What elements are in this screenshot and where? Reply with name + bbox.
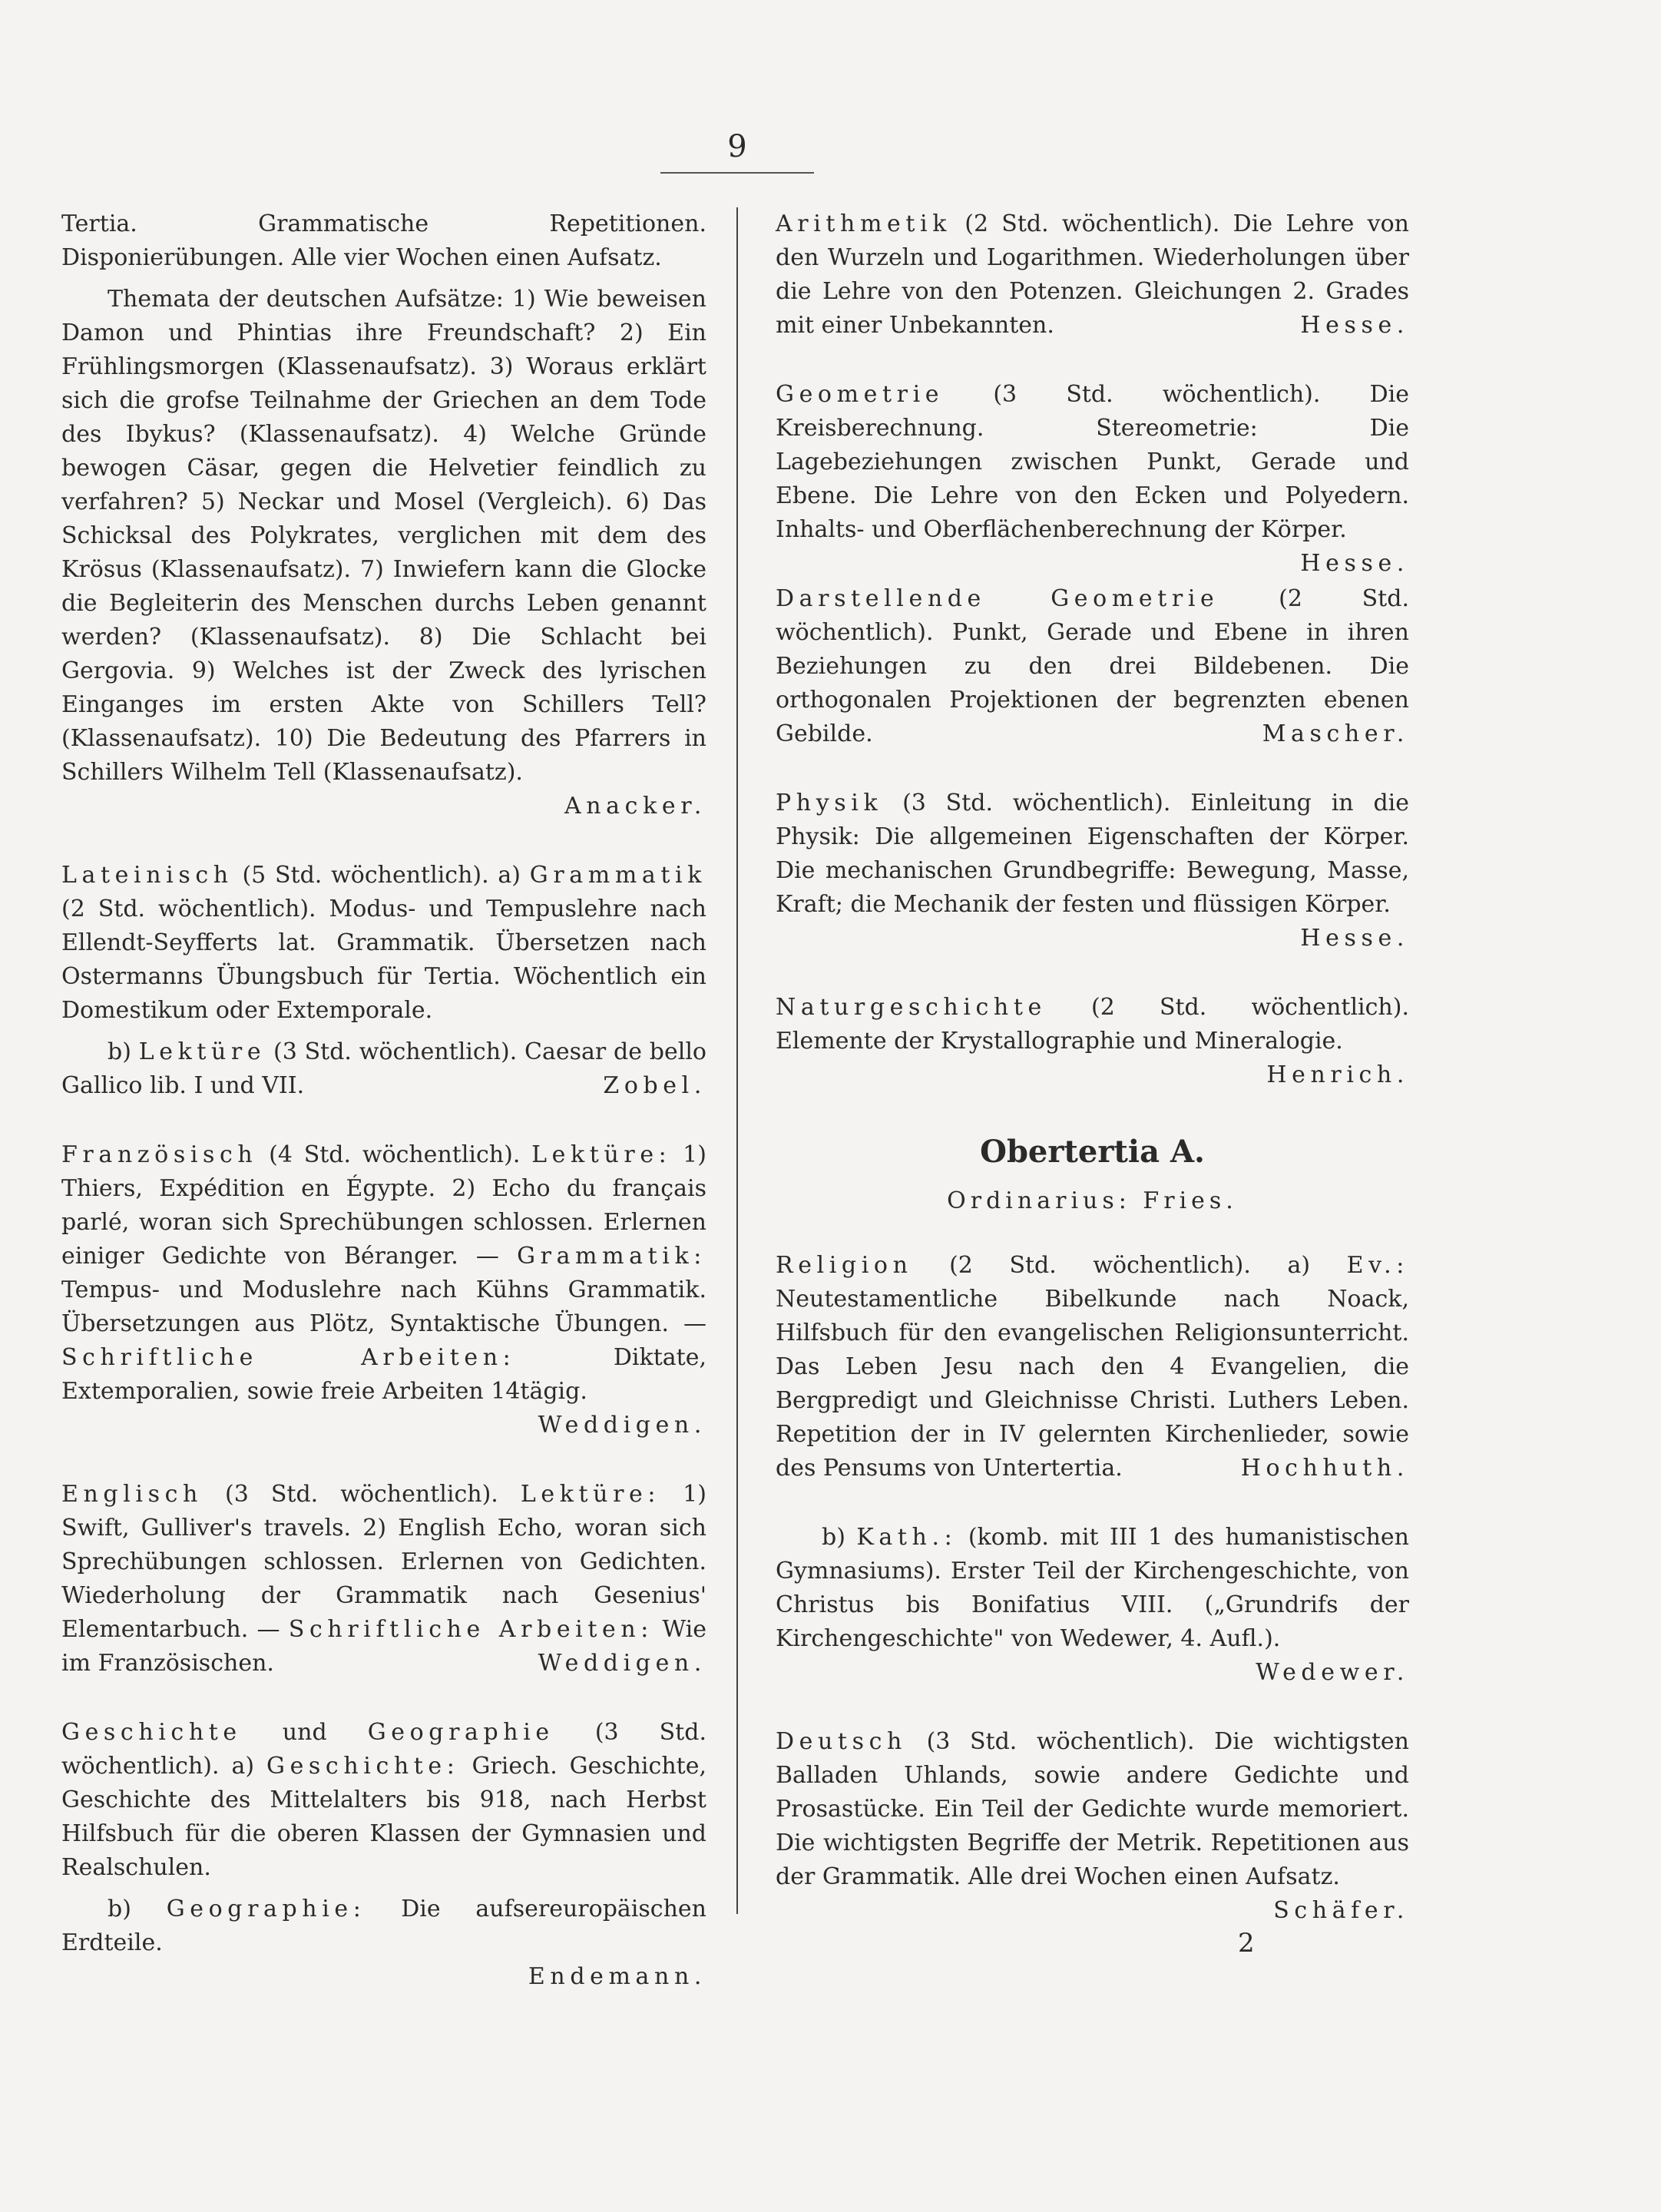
latein-lektuere-label: Lektüre xyxy=(138,1038,266,1065)
arithmetik-paragraph xyxy=(776,207,1409,343)
englisch-lektuere-text: 1) Swift, Gulliver's travels. 2) English Echo, woran sich Sprechübungen schlossen. Erlernen von Gedichten. Wiederholung der Grammatik nach Gesenius' Elementarbuch. — xyxy=(61,1481,706,1643)
signature-mark: 2 xyxy=(1238,1928,1255,1959)
franzoesisch-schriftlich-label: Schriftliche Arbeiten: xyxy=(61,1344,516,1371)
geometrie-paragraph xyxy=(776,378,1409,577)
deutsch-text: (3 Std. wöchentlich). Die wichtigsten Balladen Uhlands, sowie andere Gedichte und Prosastücke. Ein Teil der Gedichte wurde memoriert. Die wichtigsten Begriffe der Metrik. Repetitionen aus der Grammatik. Alle drei Wochen einen Aufsatz. xyxy=(776,1728,1409,1890)
page-number: 9 xyxy=(727,129,747,164)
geographie-text: Die aufsereuropäischen Erdteile. xyxy=(61,1896,706,1956)
religion-teacher: Hochhuth. xyxy=(1240,1455,1409,1482)
left-column xyxy=(61,207,706,2029)
darstellende-geometrie-paragraph xyxy=(776,582,1409,751)
ordinarius-line xyxy=(776,1184,1409,1218)
latein-hours: (5 Std. wöchentlich). a) xyxy=(242,862,521,889)
geschichte-sub-label: Geschichte: xyxy=(266,1753,460,1780)
naturgeschichte-teacher: Henrich. xyxy=(1266,1061,1409,1088)
geschichte-text: Griech. Geschichte, Geschichte des Mittelalters bis 918, nach Herbst Hilfsbuch für die oberen Klassen der Gymnasien und Realschulen. xyxy=(61,1753,706,1881)
latein-b-prefix: b) xyxy=(108,1038,131,1065)
religion-paragraph xyxy=(776,1249,1409,1485)
deutsch-paragraph xyxy=(776,1725,1409,1924)
religion-kath-text: (komb. mit III 1 des humanistischen Gymnasiums). Erster Teil der Kirchengeschichte, von Christus bis Bonifatius VIII. („Grundrifs der Kirchengeschichte" von Wedewer, 4. Aufl.). xyxy=(776,1524,1409,1652)
physik-teacher: Hesse. xyxy=(1300,925,1409,952)
geographie-teacher: Endemann. xyxy=(528,1963,706,1990)
geographie-b-prefix: b) xyxy=(108,1896,131,1922)
franzoesisch-label: Französisch xyxy=(61,1141,258,1168)
physik-text: (3 Std. wöchentlich). Einleitung in die Physik: Die allgemeinen Eigenschaften der Körper. Die mechanischen Grundbegriffe: Bewegung, Masse, Kraft; die Mechanik der festen und flüssigen Körper. xyxy=(776,790,1409,918)
franzoesisch-hours: (4 Std. wöchentlich). xyxy=(269,1141,521,1168)
franzoesisch-grammatik-label: Grammatik: xyxy=(517,1243,706,1270)
geschichte-hours: (3 Std. wöchentlich). a) xyxy=(61,1719,706,1780)
naturgeschichte-text: (2 Std. wöchentlich). Elemente der Krystallographie und Mineralogie. xyxy=(776,994,1409,1055)
deutsch-teacher: Schäfer. xyxy=(1273,1897,1409,1924)
geschichte-und: und xyxy=(282,1719,327,1746)
religion-kath-teacher: Wedewer. xyxy=(1256,1659,1409,1686)
franzoesisch-teacher: Weddigen. xyxy=(538,1412,706,1439)
arithmetik-text: (2 Std. wöchentlich). Die Lehre von den Wurzeln und Logarithmen. Wiederholungen über die Lehre von den Potenzen. Gleichungen 2. Grades mit einer Unbekannten. xyxy=(776,210,1409,339)
geographie-label: Geographie xyxy=(367,1719,554,1746)
geometrie-label: Geometrie xyxy=(776,381,945,408)
franzoesisch-paragraph xyxy=(61,1138,706,1442)
englisch-schriftlich-text: Wie im Französischen. xyxy=(61,1616,706,1677)
themata-paragraph xyxy=(61,283,706,823)
arithmetik-teacher: Hesse. xyxy=(1300,312,1409,339)
darstellende-geometrie-text: (2 Std. wöchentlich). Punkt, Gerade und Ebene in ihren Beziehungen zu den drei Bildebenen. Die orthogonalen Projektionen der begrenzten ebenen Gebilde. xyxy=(776,585,1409,747)
religion-ev-text: Neutestamentliche Bibelkunde nach Noack, Hilfsbuch für den evangelischen Religionsunterricht. Das Leben Jesu nach den 4 Evangelien, die Bergpredigt und Gleichnisse Christi. Luthers Leben. Repetition der in IV gelernten Kirchenlieder, sowie des Pensums von Untertertia. xyxy=(776,1286,1409,1482)
arithmetik-label: Arithmetik xyxy=(776,210,952,237)
englisch-paragraph xyxy=(61,1478,706,1681)
naturgeschichte-paragraph xyxy=(776,991,1409,1092)
religion-kath-label: Kath.: xyxy=(856,1524,958,1551)
deutsch-label: Deutsch xyxy=(776,1728,907,1755)
geographie-sub-label: Geographie: xyxy=(166,1896,366,1922)
darstellende-geometrie-teacher: Mascher. xyxy=(1262,720,1409,747)
englisch-schriftlich-label: Schriftliche Arbeiten: xyxy=(288,1616,654,1643)
tertia-intro: Tertia. Grammatische Repetitionen. Disponierübungen. Alle vier Wochen einen Aufsatz. xyxy=(61,210,706,271)
franzoesisch-lektuere-label: Lektüre: xyxy=(531,1141,672,1168)
franzoesisch-schriftlich-text: Diktate, Extemporalien, sowie freie Arbeiten 14tägig. xyxy=(61,1344,706,1405)
religion-ev-label: Ev.: xyxy=(1346,1252,1409,1279)
latein-grammatik-label: Grammatik xyxy=(529,862,706,889)
column-divider xyxy=(736,207,738,1914)
englisch-hours: (3 Std. wöchentlich). xyxy=(225,1481,498,1508)
geschichte-label: Geschichte xyxy=(61,1719,242,1746)
right-column xyxy=(776,207,1409,1929)
header-rule xyxy=(660,172,814,174)
latein-teacher: Zobel. xyxy=(603,1072,706,1099)
latein-grammatik-text: (2 Std. wöchentlich). Modus- und Tempuslehre nach Ellendt-Seyfferts lat. Grammatik. Übersetzen nach Ostermanns Übungsbuch für Tertia. Wöchentlich ein Domestikum oder Extemporale. xyxy=(61,896,706,1024)
latein-lektuere-paragraph xyxy=(61,1035,706,1103)
physik-label: Physik xyxy=(776,790,883,816)
themata-text: Themata der deutschen Aufsätze: 1) Wie beweisen Damon und Phintias ihre Freundschaft? 2) Ein Frühlingsmorgen (Klassenaufsatz). 3) Woraus erklärt sich die grofse Teilnahme der Griechen an dem Tode des Ibykus? (Klassenaufsatz). 4) Welche Gründe bewogen Cäsar, gegen die Helvetier feindlich zu verfahren? 5) Neckar und Mosel (Vergleich). 6) Das Schicksal des Polykrates, verglichen mit dem des Krösus (Klassenaufsatz). 7) Inwiefern kann die Glocke die Begleiterin des Menschen durchs Leben genannt werden? (Klassenaufsatz). 8) Die Schlacht bei Gergovia. 9) Welches ist der Zweck des lyrischen Einganges im ersten Akte von Schillers Tell? (Klassenaufsatz). 10) Die Bedeutung des Pfarrers in Schillers Wilhelm Tell (Klassenaufsatz). xyxy=(61,286,706,786)
latein-grammatik-paragraph xyxy=(61,859,706,1028)
geometrie-text: (3 Std. wöchentlich). Die Kreisberechnung. Stereometrie: Die Lagebeziehungen zwischen Punkt, Gerade und Ebene. Die Lehre von den Ecken und Polyedern. Inhalts- und Oberflächenberechnung der Körper. xyxy=(776,381,1409,543)
geschichte-paragraph xyxy=(61,1716,706,1885)
physik-paragraph xyxy=(776,786,1409,955)
latein-lektuere-text: (3 Std. wöchentlich). Caesar de bello Gallico lib. I und VII. xyxy=(61,1038,706,1099)
religion-label: Religion xyxy=(776,1252,913,1279)
religion-kath-prefix: b) xyxy=(822,1524,845,1551)
franzoesisch-lektuere-text: 1) Thiers, Expédition en Égypte. 2) Echo du français parlé, woran sich Sprechübungen schlossen. Erlernen einiger Gedichte von Béranger. — xyxy=(61,1141,706,1270)
darstellende-geometrie-label: Darstellende Geometrie xyxy=(776,585,1219,612)
religion-hours: (2 Std. wöchentlich). a) xyxy=(949,1252,1311,1279)
religion-kath-paragraph xyxy=(776,1521,1409,1690)
franzoesisch-grammatik-text: Tempus- und Moduslehre nach Kühns Grammatik. Übersetzungen aus Plötz, Syntaktische Übungen. — xyxy=(61,1277,706,1337)
englisch-label: Englisch xyxy=(61,1481,203,1508)
naturgeschichte-label: Naturgeschichte xyxy=(776,994,1047,1021)
englisch-lektuere-label: Lektüre: xyxy=(520,1481,661,1508)
geographie-paragraph xyxy=(61,1892,706,1994)
section-heading: Obertertia A. xyxy=(980,1134,1205,1170)
latein-label: Lateinisch xyxy=(61,862,233,889)
themata-teacher: Anacker. xyxy=(564,793,706,820)
geometrie-teacher: Hesse. xyxy=(1300,550,1409,577)
ordinarius-label: Ordinarius: xyxy=(947,1187,1131,1214)
englisch-teacher: Weddigen. xyxy=(538,1650,706,1677)
ordinarius-name: Fries. xyxy=(1143,1187,1238,1214)
